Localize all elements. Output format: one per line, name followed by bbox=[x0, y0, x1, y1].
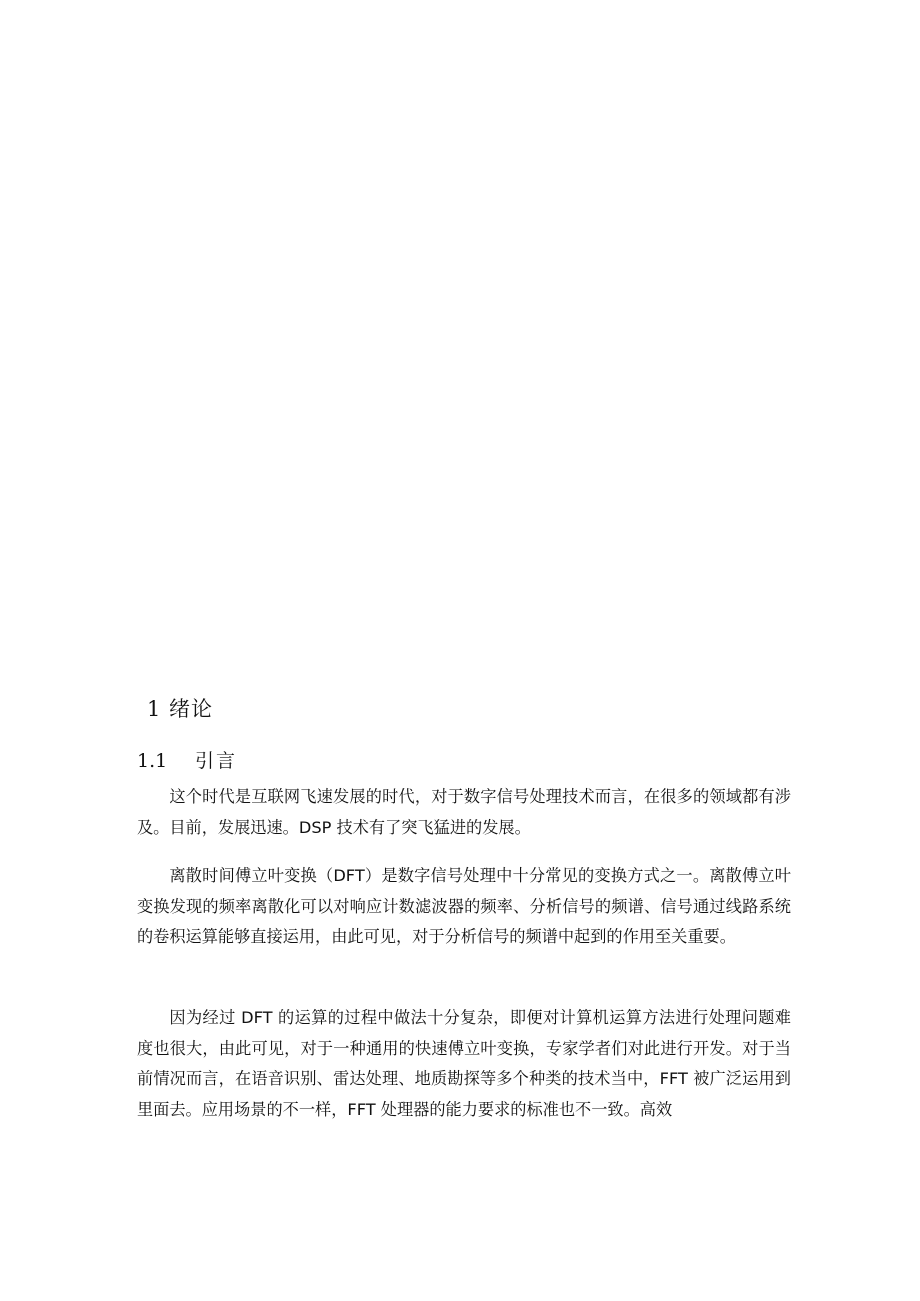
body-paragraph: 离散时间傅立叶变换（DFT）是数字信号处理中十分常见的变换方式之一。离散傅立叶变换发现的频率离散化可以对响应计数滤波器的频率、分析信号的频谱、信号通过线路系统的卷积运算能够直接运用，由此可见，对于分析信号的频谱中起到的作用至关重要。 bbox=[137, 866, 791, 946]
section-title: 引言 bbox=[195, 750, 238, 772]
body-paragraph: 这个时代是互联网飞速发展的时代，对于数字信号处理技术而言，在很多的领域都有涉及。目前，发展迅速。DSP 技术有了突飞猛进的发展。 bbox=[137, 787, 791, 837]
chapter-title: 1 绪论 bbox=[147, 697, 214, 721]
section-heading bbox=[137, 746, 237, 776]
body-paragraph: 因为经过 DFT 的运算的过程中做法十分复杂，即便对计算机运算方法进行处理问题难度也很大，由此可见，对于一种通用的快速傅立叶变换，专家学者们对此进行开发。对于当前情况而言，在语音识别、雷达处理、地质勘探等多个种类的技术当中，FFT 被广泛运用到里面去。应用场景的不一样，FFT 处理器的能力要求的标准也不一致。高效 bbox=[137, 1008, 791, 1119]
section-number: 1.1 bbox=[137, 750, 168, 772]
